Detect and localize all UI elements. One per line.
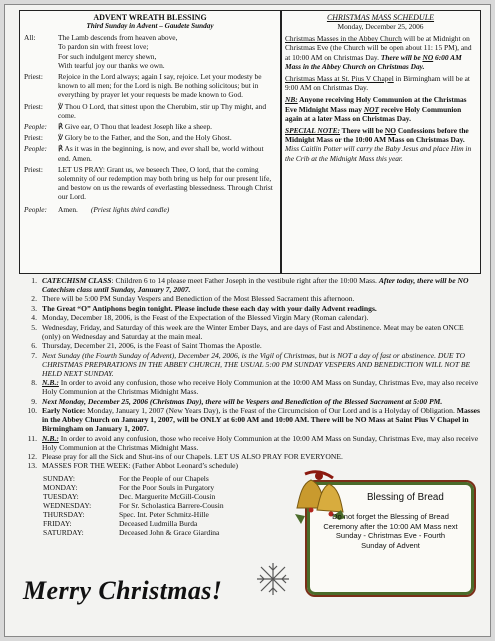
advent-wreath-blessing — [24, 13, 276, 214]
card-body: Do not forget the Blessing of Bread Ceremony after the 10:00 AM Mass next Sunday - Christmas Eve - Fourth Sunday of Advent — [323, 512, 458, 551]
mass-row: TUESDAY: Dec. Marguerite McGill-Cousin — [43, 492, 216, 501]
snowflake-icon — [255, 561, 291, 597]
mass-row: WEDNESDAY: For Sr. Scholastica Barrere-Cousin — [43, 501, 224, 510]
prayer-label: Priest: — [24, 164, 43, 174]
top-section — [19, 10, 481, 274]
schedule-date: Monday, December 25, 2006 — [337, 22, 424, 31]
announcement: 2. There will be 5:00 PM Sunday Vespers and Benediction of the Most Blessed Sacrament this afternoon. — [31, 294, 355, 304]
announcement: 13. MASSES FOR THE WEEK: (Father Abbot Leonard’s schedule) — [27, 461, 239, 471]
all-text: The Lamb descends from heaven above, To pardon sin with freest love; For such indulgent mercy shewn, With tearful joy our thanks we own. — [58, 33, 178, 70]
response-text: ℟ As it was in the beginning, is now, and ever shall be, world without end. Amen. — [58, 144, 264, 163]
all-label: All: — [24, 33, 36, 43]
schedule-nb: NB: Anyone receiving Holy Communion at the Christmas Eve Midnight Mass may NOT receive Holy Communion again at a later Mass on Christmas Day. — [285, 95, 467, 123]
announcement: 3. The Great “O” Antiphons begin tonight. Please include these each day with your daily Advent readings. — [31, 303, 377, 313]
column-divider — [280, 11, 282, 273]
versicle-text: ℣ Glory be to the Father, and the Son, and the Holy Ghost. — [58, 133, 232, 143]
card-title: Blessing of Bread — [367, 492, 444, 503]
mass-row: SATURDAY: Deceased John & Grace Giardina — [43, 528, 220, 537]
amen-label: People: — [24, 204, 47, 214]
mass-row: MONDAY: For the Poor Souls in Purgatory — [43, 483, 215, 492]
versicle-label: Priest: — [24, 133, 43, 143]
announcements-list — [17, 276, 483, 471]
bulletin-page — [4, 4, 491, 637]
announcement: 7. Next Sunday (the Fourth Sunday of Advent), December 24, 2006, is the Vigil of Christmas, but is NOT a day of fast or abstinence. DUE TO CHRISTMAS PREPARATIONS IN THE ABBEY CHURCH, THE USUAL 5:00 PM SUNDAY VESPERS AND BENEDICTION WILL NOT BE HELD NEXT SUNDAY. — [31, 350, 471, 378]
schedule-pius: Christmas Mass at St. Pius V Chapel in Birmingham will be at 9:00 AM on Christmas Day. — [285, 74, 470, 93]
priest-label: Priest: — [24, 72, 43, 82]
announcement: 12. Please pray for all the Sick and Shut-ins of our Chapels. LET US ALSO PRAY FOR EVERYONE. — [27, 452, 343, 462]
response-text: ℟ Give ear, O Thou that leadest Joseph like a sheep. — [58, 122, 213, 132]
versicle-text: ℣ Thou O Lord, that sittest upon the Cherubim, stir up Thy might, and come. — [58, 101, 267, 120]
announcement: 4. Monday, December 18, 2006, is the Feast of the Expectation of the Blessed Virgin Mary (Roman calendar). — [31, 313, 369, 323]
versicle-label: Priest: — [24, 101, 43, 111]
candle-note: (Priest lights third candle) — [90, 204, 170, 214]
priest-text: Rejoice in the Lord always; again I say, rejoice. Let your modesty be known to all men; for the Lord is nigh. Be nothing solicitous; but in everything by prayer let your requests be made known to God. — [58, 72, 262, 100]
schedule-special-note: SPECIAL NOTE: There will be NO Confessions before the Midnight Mass or the 10:00 AM Mass on Christmas Day. — [285, 126, 469, 145]
announcement: 8. N.B.: In order to avoid any confusion, those who receive Holy Communion at the 10:00 AM Mass on Sunday, Christmas Eve, may also receive Holy Communion at the Christmas Midnight Mass. — [31, 378, 479, 397]
mass-row: FRIDAY: Deceased Ludmilla Burda — [43, 519, 198, 528]
announcement: 5. Wednesday, Friday, and Saturday of this week are the Winter Ember Days, and are days of Fast and Abstinence. Meat may be eaten ONCE (only) on Wednesday and Saturday at the main meal. — [31, 322, 464, 341]
announcement: 9. Next Monday, December 25, 2006 (Christmas Day), there will be Vespers and Benediction of the Blessed Sacrament at 5:00 PM. — [31, 396, 443, 406]
schedule-crib-note: Miss Caitlin Potter will carry the Baby Jesus and place Him in the Crib at the Midnight Mass this year. — [285, 144, 472, 163]
schedule-abbey: Christmas Masses in the Abbey Church will be at Midnight on Christmas Eve (the Church will be open about 11: 15 PM), and at 10:00 AM on Christmas Day. There will be NO 6:00 AM Mass in the Abbey Church on Christmas Day. — [285, 34, 472, 71]
response-label: People: — [24, 122, 47, 132]
prayer-text: LET US PRAY: Grant us, we beseech Thee, O lord, that the coming solemnity of our redemption may both bring us help for our present life, and bestow on us the rewards of everlasting blessedness. Through Christ our Lord. — [58, 164, 273, 202]
announcement: 11. N.B.: In order to avoid any confusion, those who receive Holy Communion at the 10:00 AM Mass on Sunday, Christmas Eve, may also receive Holy Communion at the Christmas Midnight Mass. — [27, 433, 479, 452]
schedule-title: CHRISTMAS MASS SCHEDULE — [326, 13, 435, 22]
advent-title: ADVENT WREATH BLESSING — [93, 13, 207, 22]
christmas-mass-schedule — [285, 13, 476, 163]
announcement: 10. Early Notice: Monday, January 1, 2007 (New Years Day), is the Feast of the Circumcision of Our Lord and is a Holyday of Obligation. Masses in the Abbey Church on January 1, 2007, will be ONLY at 6:00 AM and 10:00 AM. There will be NO Mass at Saint Pius V Chapel in Birmingham on January 1, 2007. — [27, 405, 480, 434]
mass-row: THURSDAY: Spec. Int. Peter Schmitz-Hille — [43, 510, 209, 519]
blessing-of-bread-card — [305, 480, 476, 597]
advent-subtitle: Third Sunday in Advent – Gaudete Sunday — [86, 22, 214, 30]
merry-christmas-greeting: Merry Christmas! — [23, 576, 223, 605]
mass-row: SUNDAY: For the People of our Chapels — [43, 474, 209, 483]
amen-text: Amen. — [58, 204, 78, 214]
announcement: 1. CATECHISM CLASS: Children 6 to 14 please meet Father Joseph in the vestibule right after the 10:00 Mass. After today, there will be NO Catechism class until Sunday, January 7, 2007. — [31, 276, 469, 295]
response-label: People: — [24, 144, 47, 154]
announcement: 6. Thursday, December 21, 2006, is the Feast of Saint Thomas the Apostle. — [31, 341, 262, 351]
mass-intentions — [43, 474, 313, 537]
